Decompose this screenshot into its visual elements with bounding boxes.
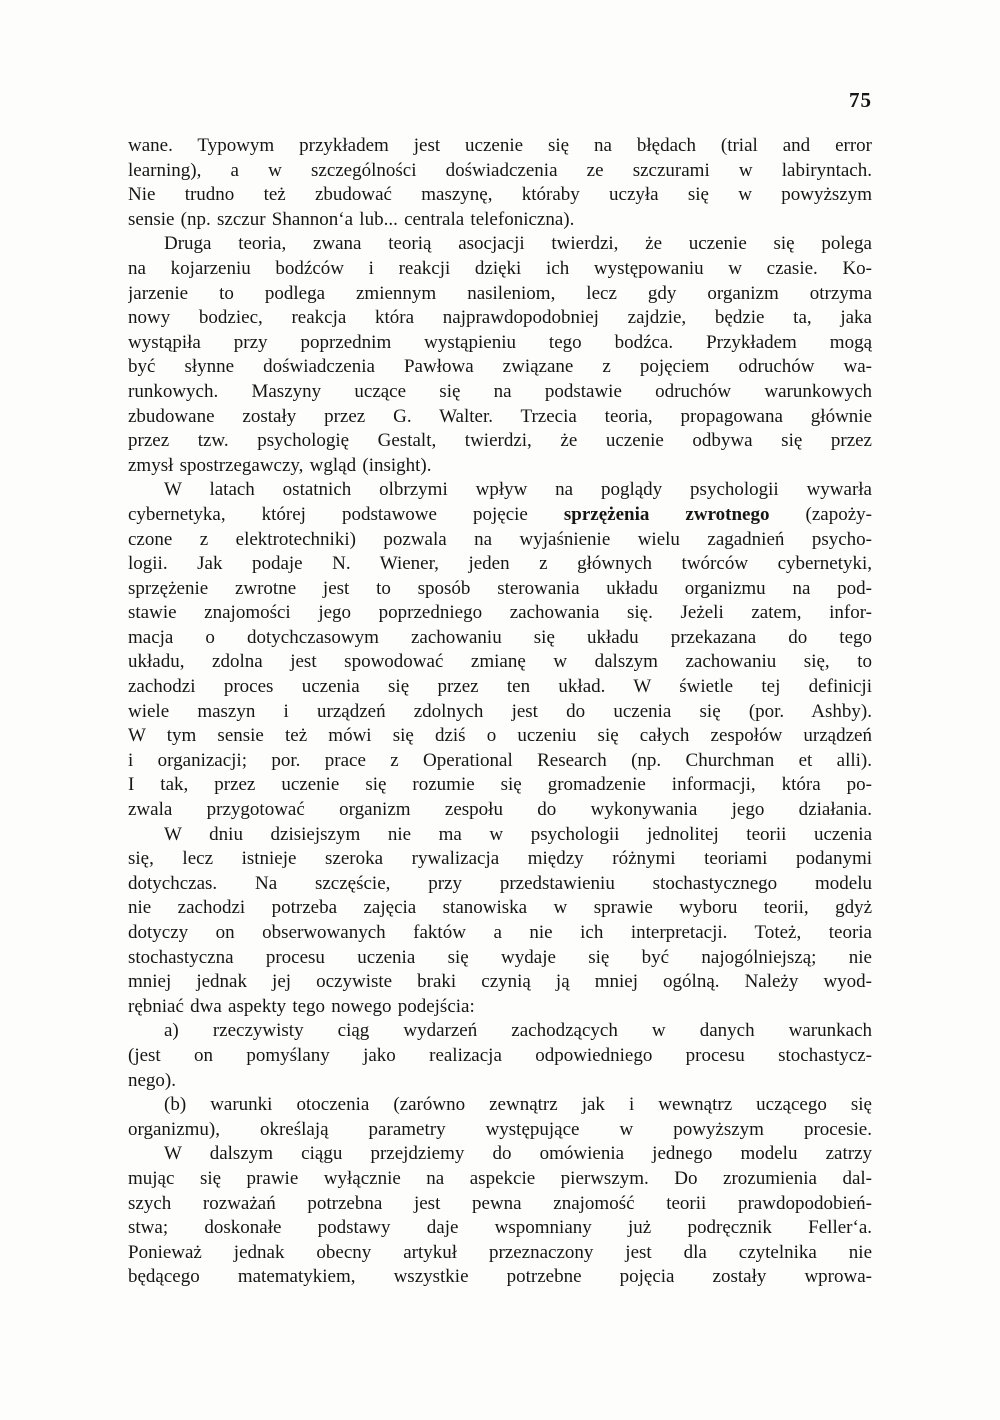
text-line bbox=[128, 847, 872, 872]
text-line bbox=[128, 1192, 872, 1217]
text-line bbox=[128, 1167, 872, 1192]
paragraph-5 bbox=[128, 1019, 872, 1093]
text-line bbox=[128, 429, 872, 454]
text-line bbox=[128, 232, 872, 257]
text-line bbox=[128, 798, 872, 823]
text-segment: przez tzw. psychologię Gestalt, twierdzi, że uczenie odbywa się przez bbox=[128, 430, 872, 452]
text-segment: nie zachodzi potrzeba zajęcia stanowiska w sprawie wyboru teorii, gdyż bbox=[128, 897, 872, 919]
text-line bbox=[128, 724, 872, 749]
text-line bbox=[128, 773, 872, 798]
text-line bbox=[128, 528, 872, 553]
bold-term: sprzężenia zwrotnego bbox=[563, 503, 770, 525]
paragraph-4 bbox=[128, 823, 872, 1020]
text-segment: wystąpiła przy poprzednim wystąpieniu tego bodźca. Przykładem mogą bbox=[128, 331, 872, 353]
text-block bbox=[128, 134, 872, 1290]
text-line bbox=[128, 896, 872, 921]
text-segment: zmysł spostrzegawczy, wgląd (insight). bbox=[128, 454, 432, 476]
text-segment: sprzężenie zwrotne jest to sposób sterowania układu organizmu na pod- bbox=[128, 577, 872, 599]
text-segment: dotychczas. Na szczęście, przy przedstawieniu stochastycznego modelu bbox=[128, 872, 872, 894]
text-segment: logii. Jak podaje N. Wiener, jeden z głównych twórców cybernetyki, bbox=[128, 553, 872, 575]
text-line bbox=[128, 478, 872, 503]
text-line bbox=[128, 454, 872, 479]
text-segment: szych rozważań potrzebna jest pewna znajomość teorii prawdopodobień- bbox=[128, 1192, 872, 1214]
text-line bbox=[128, 577, 872, 602]
text-line bbox=[128, 1069, 872, 1094]
text-line bbox=[128, 921, 872, 946]
text-line bbox=[128, 282, 872, 307]
text-segment: macja o dotychczasowym zachowaniu się układu przekazana do tego bbox=[128, 626, 872, 648]
text-segment: Nie trudno też zbudować maszynę, któraby uczyła się w powyższym bbox=[128, 184, 872, 206]
text-segment: się, lecz istnieje szeroka rywalizacja między różnymi teoriami podanymi bbox=[128, 848, 872, 870]
text-segment: W dniu dzisiejszym nie ma w psychologii jednolitej teorii uczenia bbox=[164, 823, 872, 845]
text-line bbox=[128, 1118, 872, 1143]
text-segment: jarzenie to podlega zmiennym nasileniom, lecz gdy organizm otrzyma bbox=[128, 282, 872, 304]
text-line bbox=[128, 823, 872, 848]
text-line bbox=[128, 601, 872, 626]
text-line bbox=[128, 355, 872, 380]
paragraph-2 bbox=[128, 232, 872, 478]
text-segment: nego). bbox=[128, 1069, 177, 1091]
text-segment: Ponieważ jednak obecny artykuł przeznaczony jest dla czytelnika nie bbox=[128, 1241, 872, 1263]
text-segment: stochastyczna procesu uczenia się wydaje się być najogólniejszą; nie bbox=[128, 946, 872, 968]
paragraph-1 bbox=[128, 134, 872, 232]
text-line bbox=[128, 970, 872, 995]
text-line bbox=[128, 159, 872, 184]
text-segment: wiele maszyn i urządzeń zdolnych jest do uczenia się (por. Ashby). bbox=[128, 700, 872, 722]
text-segment: nowy bodziec, reakcja która najprawdopodobniej zajdzie, będzie ta, jaka bbox=[128, 307, 872, 329]
text-line bbox=[128, 1142, 872, 1167]
text-line bbox=[128, 306, 872, 331]
text-segment: (b) warunki otoczenia (zarówno zewnątrz jak i wewnątrz uczącego się bbox=[164, 1094, 872, 1116]
page-number: 75 bbox=[849, 88, 872, 112]
text-segment: układu, zdolna jest spowodować zmianę w dalszym zachowaniu się, to bbox=[128, 651, 872, 673]
text-line bbox=[128, 257, 872, 282]
text-segment: mniej jednak jej oczywiste braki czynią ją mniej ogólną. Należy wyod- bbox=[128, 971, 872, 993]
text-segment: rębniać dwa aspekty tego nowego podejścia: bbox=[128, 995, 475, 1017]
paragraph-7 bbox=[128, 1142, 872, 1290]
text-line bbox=[128, 995, 872, 1020]
text-line bbox=[128, 946, 872, 971]
text-line bbox=[128, 380, 872, 405]
text-segment: czone z elektrotechniki) pozwala na wyjaśnienie wielu zagadnień psycho- bbox=[128, 528, 872, 550]
text-segment: dotyczy on obserwowanych faktów a nie ich interpretacji. Toteż, teoria bbox=[128, 922, 872, 943]
text-line bbox=[128, 626, 872, 651]
text-line bbox=[128, 1093, 872, 1118]
text-segment: I tak, przez uczenie się rozumie się gromadzenie informacji, która po- bbox=[128, 774, 872, 796]
text-line bbox=[128, 1019, 872, 1044]
text-line bbox=[128, 1044, 872, 1069]
text-segment: stwa; doskonałe podstawy daje wspomniany już podręcznik Feller‘a. bbox=[128, 1217, 872, 1239]
text-segment: na kojarzeniu bodźców i reakcji dzięki ich występowaniu w czasie. Ko- bbox=[128, 257, 872, 279]
text-line bbox=[128, 1216, 872, 1241]
text-segment: W tym sensie też mówi się dziś o uczeniu się całych zespołów urządzeń bbox=[128, 725, 872, 747]
text-line bbox=[128, 552, 872, 577]
text-segment: (jest on pomyślany jako realizacja odpowiedniego procesu stochastycz- bbox=[128, 1044, 872, 1066]
text-line bbox=[128, 208, 872, 233]
text-line bbox=[128, 749, 872, 774]
text-segment: Druga teoria, zwana teorią asocjacji twierdzi, że uczenie się polega bbox=[164, 233, 872, 255]
text-segment: zwala przygotować organizm zespołu do wykonywania jego działania. bbox=[128, 799, 872, 821]
text-segment: stawie znajomości jego poprzedniego zachowania się. Jeżeli zatem, infor- bbox=[128, 602, 872, 624]
text-segment: (zapoży- bbox=[769, 503, 872, 525]
text-segment: runkowych. Maszyny uczące się na podstawie odruchów warunkowych bbox=[128, 380, 872, 402]
text-segment: zachodzi proces uczenia się przez ten układ. W świetle tej definicji bbox=[128, 676, 872, 698]
text-segment: zbudowane zostały przez G. Walter. Trzecia teoria, propagowana głównie bbox=[128, 405, 872, 427]
text-segment: być słynne doświadczenia Pawłowa związane z pojęciem odruchów wa- bbox=[128, 356, 872, 378]
paragraph-6 bbox=[128, 1093, 872, 1142]
text-segment: a) rzeczywisty ciąg wydarzeń zachodzących w danych warunkach bbox=[164, 1020, 872, 1042]
text-segment: wane. Typowym przykładem jest uczenie się na błędach (trial and error bbox=[128, 135, 872, 156]
text-line bbox=[128, 503, 872, 528]
text-line bbox=[128, 183, 872, 208]
text-segment: W dalszym ciągu przejdziemy do omówienia jednego modelu zatrzy bbox=[164, 1143, 872, 1165]
text-segment: cybernetyka, której podstawowe pojęcie bbox=[128, 503, 564, 525]
text-line bbox=[128, 650, 872, 675]
text-line bbox=[128, 675, 872, 700]
text-segment: W latach ostatnich olbrzymi wpływ na poglądy psychologii wywarła bbox=[164, 479, 872, 501]
text-line bbox=[128, 1241, 872, 1266]
text-line bbox=[128, 872, 872, 897]
text-line bbox=[128, 700, 872, 725]
text-segment: organizmu), określają parametry występujące w powyższym procesie. bbox=[128, 1118, 872, 1140]
text-line bbox=[128, 1265, 872, 1290]
text-line bbox=[128, 134, 872, 159]
text-segment: sensie (np. szczur Shannon‘a lub... centrala telefoniczna). bbox=[128, 208, 575, 230]
text-segment: będącego matematykiem, wszystkie potrzebne pojęcia zostały wprowa- bbox=[128, 1266, 872, 1288]
paragraph-3 bbox=[128, 478, 872, 822]
text-segment: i organizacji; por. prace z Operational Research (np. Churchman et alli). bbox=[128, 749, 872, 771]
text-segment: learning), a w szczególności doświadczenia ze szczurami w labiryntach. bbox=[128, 159, 872, 181]
text-line bbox=[128, 331, 872, 356]
text-segment: mując się prawie wyłącznie na aspekcie pierwszym. Do zrozumienia dal- bbox=[128, 1167, 872, 1189]
text-line bbox=[128, 405, 872, 430]
